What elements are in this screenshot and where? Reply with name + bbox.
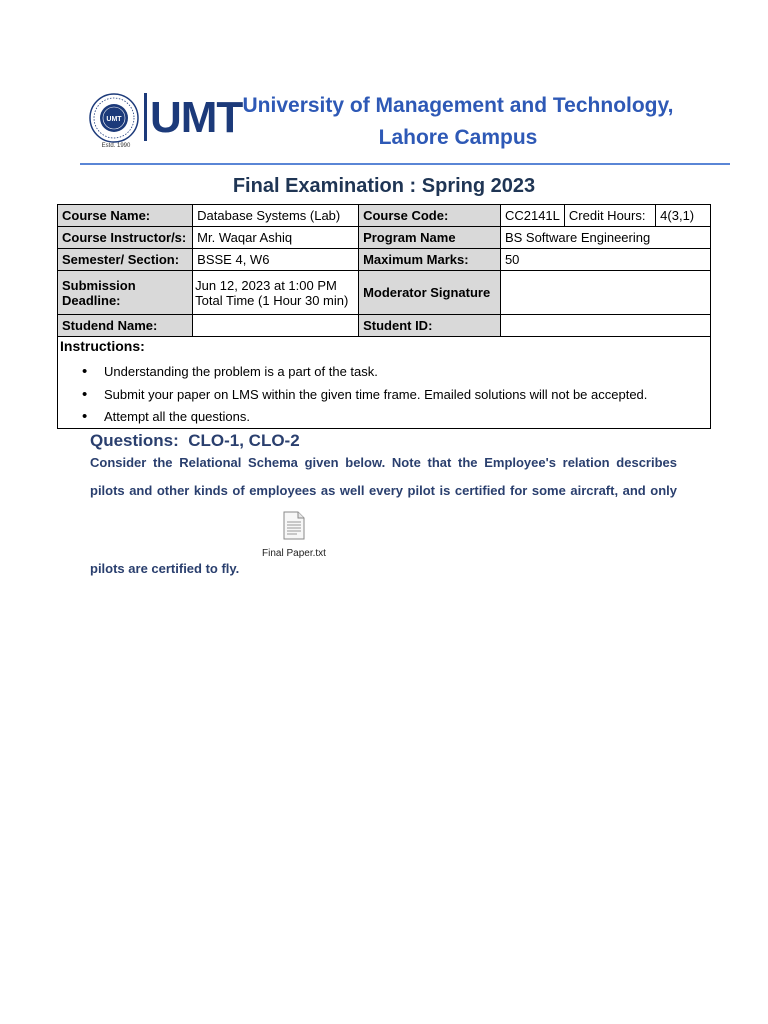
list-item: • Attempt all the questions.: [80, 406, 647, 429]
program-value: BS Software Engineering: [500, 227, 710, 249]
logo-divider: [144, 93, 147, 141]
course-name-value: Database Systems (Lab): [193, 205, 359, 227]
max-marks-value: 50: [500, 249, 710, 271]
table-row: [58, 205, 711, 227]
student-name-value: [193, 315, 359, 337]
list-item: • Understanding the problem is a part of the task.: [80, 361, 647, 384]
semester-label: Semester/ Section:: [58, 249, 193, 271]
submission-deadline-label: [58, 271, 193, 315]
university-name: University of Management and Technology,: [242, 94, 674, 117]
exam-title: Final Examination : Spring 2023: [232, 175, 536, 197]
credit-hours-label: Credit Hours:: [564, 205, 655, 227]
submission-date: Jun 12, 2023 at 1:00 PM: [195, 277, 337, 293]
university-seal-icon: [89, 93, 139, 143]
submission-deadline-value: [193, 271, 359, 315]
seal-caption: Estd. 1990: [101, 143, 131, 149]
course-code-value: CC2141L: [500, 205, 564, 227]
university-logo-text: UMT: [150, 93, 243, 142]
question-text-line2: pilots and other kinds of employees as well every pilot is certified for some aircraft, and only: [90, 483, 677, 498]
moderator-signature-label: Moderator Signature: [359, 271, 501, 315]
moderator-signature-value: [500, 271, 710, 315]
attachment-filename[interactable]: Final Paper.txt: [262, 548, 326, 559]
student-name-label: Studend Name:: [58, 315, 193, 337]
student-id-label: Student ID:: [359, 315, 501, 337]
total-time: Total Time (1 Hour 30 min): [195, 292, 349, 308]
table-row: [58, 249, 711, 271]
instructor-value: Mr. Waqar Ashiq: [193, 227, 359, 249]
text-file-icon[interactable]: [283, 511, 305, 540]
questions-heading: Questions: CLO-1, CLO-2: [90, 431, 300, 450]
list-item: • Submit your paper on LMS within the given time frame. Emailed solutions will not be accepted.: [80, 384, 647, 407]
max-marks-label: Maximum Marks:: [359, 249, 501, 271]
semester-value: BSSE 4, W6: [193, 249, 359, 271]
campus-name: Lahore Campus: [378, 126, 538, 149]
instructor-label: Course Instructor/s:: [58, 227, 193, 249]
question-text-line3: pilots are certified to fly.: [90, 561, 240, 576]
question-text-line1: Consider the Relational Schema given below. Note that the Employee's relation describes: [90, 455, 677, 470]
file-attachment[interactable]: [258, 511, 330, 559]
instructions-box: [57, 335, 711, 429]
header-rule: [80, 163, 730, 165]
course-info-table: [57, 204, 711, 337]
credit-hours-value: 4(3,1): [656, 205, 711, 227]
document-header: [0, 0, 768, 170]
student-id-value: [500, 315, 710, 337]
course-name-label: Course Name:: [58, 205, 193, 227]
seal-inner-text: UMT: [106, 116, 122, 123]
table-row: [58, 271, 711, 315]
table-row: [58, 227, 711, 249]
table-row: [58, 315, 711, 337]
instructions-list: [80, 361, 647, 429]
submission-label-line1: Submission: [62, 277, 136, 293]
instructions-title: Instructions:: [60, 338, 145, 354]
course-code-label: Course Code:: [359, 205, 501, 227]
program-label: Program Name: [359, 227, 501, 249]
submission-label-line2: Deadline:: [62, 292, 121, 308]
